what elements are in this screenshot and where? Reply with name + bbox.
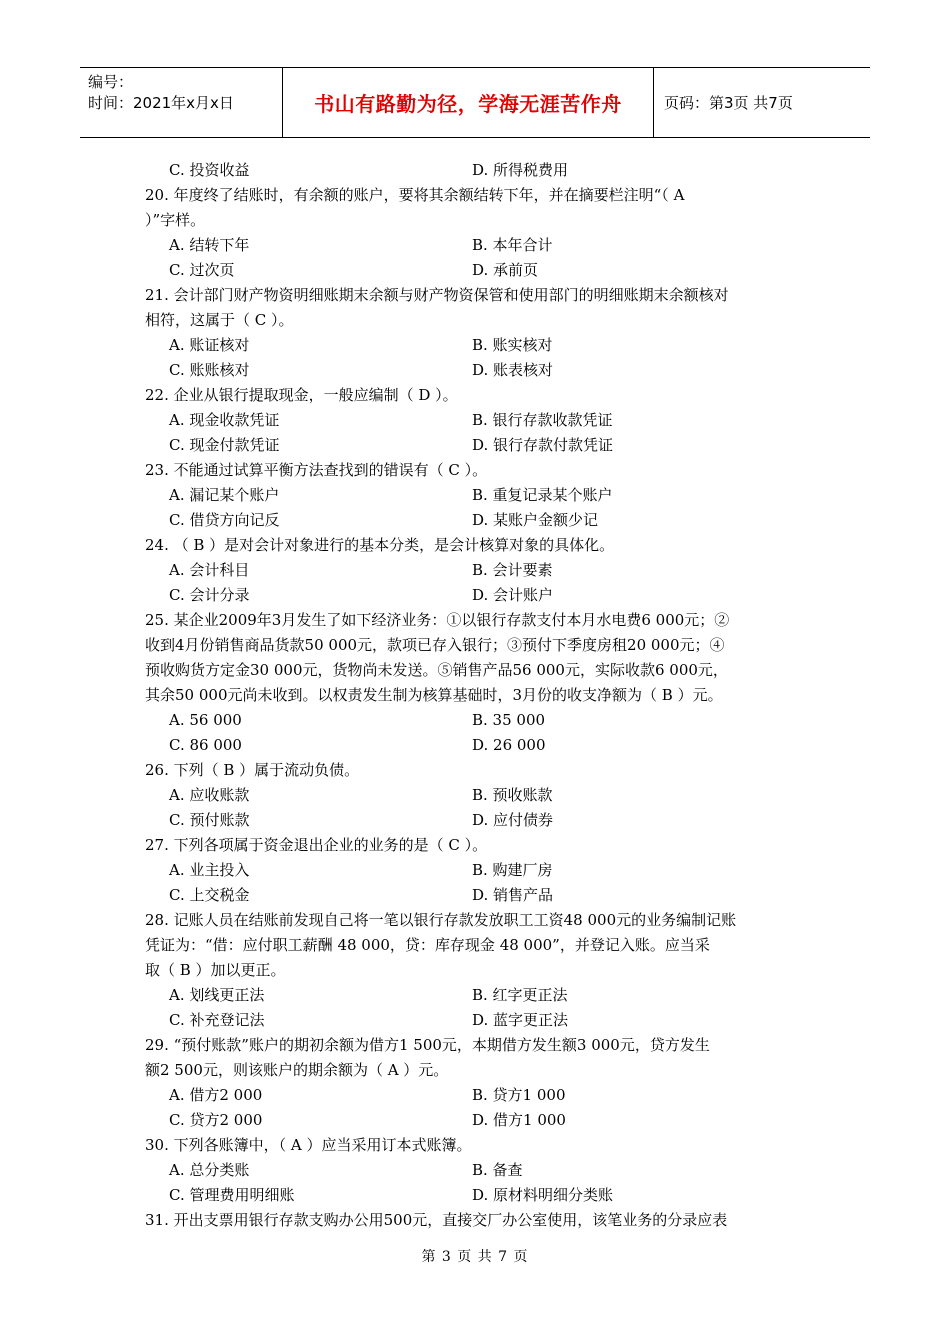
option-right: B. 账实核对 bbox=[472, 336, 553, 354]
header-page-info: 页码：第3页 共7页 bbox=[664, 94, 793, 112]
option-right: B. 银行存款收款凭证 bbox=[472, 411, 613, 429]
question-line: 25. 某企业2009年3月发生了如下经济业务：①以银行存款支付本月水电费6 000元；② bbox=[145, 611, 730, 629]
option-row bbox=[145, 583, 811, 608]
option-right: D. 销售产品 bbox=[472, 886, 554, 904]
option-left: A. 结转下年 bbox=[169, 236, 250, 254]
question-line: 26. 下列（ B ）属于流动负债。 bbox=[145, 761, 360, 779]
option-right: D. 应付债券 bbox=[472, 811, 554, 829]
question-line: 额2 500元，则该账户的期余额为（ A ）元。 bbox=[145, 1061, 449, 1079]
header-meta bbox=[80, 68, 282, 137]
option-left: C. 贷方2 000 bbox=[169, 1111, 263, 1129]
option-row bbox=[145, 858, 811, 883]
option-row bbox=[145, 408, 811, 433]
option-right: B. 重复记录某个账户 bbox=[472, 486, 613, 504]
option-left: C. 预付账款 bbox=[169, 811, 250, 829]
number-label: 编号： bbox=[88, 73, 134, 91]
question-line: 凭证为：“借：应付职工薪酬 48 000，贷：库存现金 48 000”，并登记入账。应当采 bbox=[145, 936, 710, 954]
option-left: C. 现金付款凭证 bbox=[169, 436, 280, 454]
option-right: B. 预收账款 bbox=[472, 786, 553, 804]
option-row bbox=[145, 258, 811, 283]
question-line: 预收购货方定金30 000元，货物尚未发送。⑤销售产品56 000元，实际收款6 000元， bbox=[145, 661, 728, 679]
option-left: C. 86 000 bbox=[169, 736, 242, 754]
option-right: B. 备查 bbox=[472, 1161, 523, 1179]
option-row bbox=[145, 708, 811, 733]
option-left: A. 应收账款 bbox=[169, 786, 250, 804]
question-line: 20. 年度终了结账时，有余额的账户，要将其余额结转下年，并在摘要栏注明“（ A bbox=[145, 186, 685, 204]
question-line: 31. 开出支票用银行存款支购办公用500元，直接交厂办公室使用，该笔业务的分录应表 bbox=[145, 1211, 728, 1229]
option-right: D. 银行存款付款凭证 bbox=[472, 436, 614, 454]
option-row bbox=[145, 808, 811, 833]
option-right: D. 某账户金额少记 bbox=[472, 511, 599, 529]
question-line: 收到4月份销售商品货款50 000元，款项已存入银行；③预付下季度房租20 000元；④ bbox=[145, 636, 725, 654]
question-line: 取（ B ）加以更正。 bbox=[145, 961, 286, 979]
option-left: C. 过次页 bbox=[169, 261, 235, 279]
option-right: B. 35 000 bbox=[472, 711, 546, 729]
page-footer: 第 3 页 共 7 页 bbox=[421, 1249, 529, 1265]
option-row bbox=[145, 1008, 811, 1033]
option-row bbox=[145, 333, 811, 358]
option-left: A. 借方2 000 bbox=[169, 1086, 263, 1104]
question-line: 22. 企业从银行提取现金，一般应编制（ D ）。 bbox=[145, 386, 458, 404]
option-row bbox=[145, 983, 811, 1008]
option-right: D. 会计账户 bbox=[472, 586, 554, 604]
option-right: D. 蓝字更正法 bbox=[472, 1011, 569, 1029]
option-left: C. 借贷方向记反 bbox=[169, 511, 280, 529]
option-right: B. 贷方1 000 bbox=[472, 1086, 566, 1104]
option-right: D. 26 000 bbox=[472, 736, 546, 754]
option-row bbox=[145, 558, 811, 583]
option-left: C. 补充登记法 bbox=[169, 1011, 265, 1029]
option-row bbox=[145, 158, 811, 183]
question-line: 其余50 000元尚未收到。以权责发生制为核算基础时，3月份的收支净额为（ B ）元。 bbox=[145, 686, 723, 704]
option-left: A. 漏记某个账户 bbox=[169, 486, 280, 504]
option-row bbox=[145, 783, 811, 808]
option-row bbox=[145, 1158, 811, 1183]
option-row bbox=[145, 233, 811, 258]
question-line: 23. 不能通过试算平衡方法查找到的错误有（ C ）。 bbox=[145, 461, 488, 479]
option-row bbox=[145, 1083, 811, 1108]
option-row bbox=[145, 1183, 811, 1208]
option-row bbox=[145, 483, 811, 508]
question-line: 27. 下列各项属于资金退出企业的业务的是（ C ）。 bbox=[145, 836, 488, 854]
question-line: 21. 会计部门财产物资明细账期末余额与财产物资保管和使用部门的明细账期末余额核对 bbox=[145, 286, 729, 304]
option-left: C. 账账核对 bbox=[169, 361, 250, 379]
option-right: B. 红字更正法 bbox=[472, 986, 568, 1004]
option-row bbox=[145, 358, 811, 383]
question-list bbox=[145, 158, 811, 1233]
question-line: 29. “预付账款”账户的期初余额为借方1 500元，本期借方发生额3 000元，贷方发生 bbox=[145, 1036, 710, 1054]
option-left: C. 会计分录 bbox=[169, 586, 250, 604]
option-left: A. 账证核对 bbox=[169, 336, 250, 354]
question-line: 24. （ B ）是对会计对象进行的基本分类，是会计核算对象的具体化。 bbox=[145, 536, 615, 554]
option-left: C. 管理费用明细账 bbox=[169, 1186, 295, 1204]
option-left: A. 会计科目 bbox=[169, 561, 250, 579]
page-header bbox=[80, 67, 870, 138]
option-left: C. 上交税金 bbox=[169, 886, 250, 904]
option-row bbox=[145, 883, 811, 908]
question-line: 30. 下列各账簿中，（ A ）应当采用订本式账簿。 bbox=[145, 1136, 472, 1154]
question-line: 28. 记账人员在结账前发现自己将一笔以银行存款发放职工工资48 000元的业务编制记账 bbox=[145, 911, 737, 929]
option-row bbox=[145, 733, 811, 758]
option-right: D. 账表核对 bbox=[472, 361, 554, 379]
option-right: B. 本年合计 bbox=[472, 236, 553, 254]
option-row bbox=[145, 433, 811, 458]
question-line: 相符，这属于（ C ）。 bbox=[145, 311, 294, 329]
option-left: A. 总分类账 bbox=[169, 1161, 250, 1179]
option-right: D. 所得税费用 bbox=[472, 161, 569, 179]
option-left: A. 划线更正法 bbox=[169, 986, 265, 1004]
option-right: D. 原材料明细分类账 bbox=[472, 1186, 614, 1204]
option-right: D. 承前页 bbox=[472, 261, 539, 279]
option-row bbox=[145, 508, 811, 533]
option-left: A. 现金收款凭证 bbox=[169, 411, 280, 429]
option-right: D. 借方1 000 bbox=[472, 1111, 566, 1129]
option-left: A. 56 000 bbox=[169, 711, 242, 729]
option-right: B. 会计要素 bbox=[472, 561, 553, 579]
option-right: B. 购建厂房 bbox=[472, 861, 553, 879]
time-label: 时间：2021年x月x日 bbox=[88, 94, 234, 112]
option-row bbox=[145, 1108, 811, 1133]
option-left: C. 投资收益 bbox=[169, 161, 250, 179]
option-left: A. 业主投入 bbox=[169, 861, 250, 879]
question-line: ）”字样。 bbox=[145, 211, 206, 229]
header-motto: 书山有路勤为径，学海无涯苦作舟 bbox=[282, 68, 654, 137]
